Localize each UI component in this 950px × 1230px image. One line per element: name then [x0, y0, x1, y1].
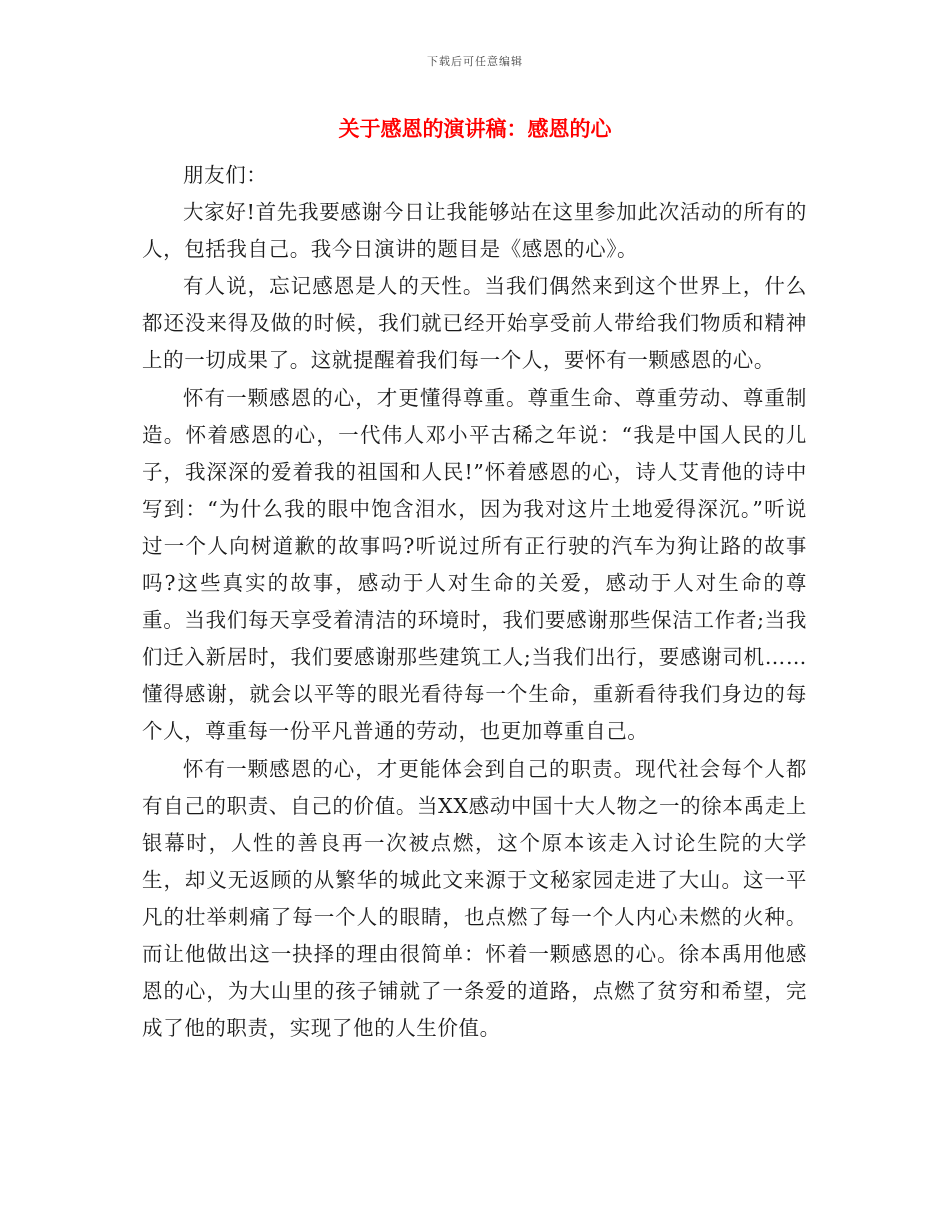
body-paragraph-1: 大家好!首先我要感谢今日让我能够站在这里参加此次活动的所有的人，包括我自己。我今日演讲的题目是《感恩的心》。: [142, 200, 807, 262]
document-body: [142, 157, 807, 1047]
body-paragraph-4: 怀有一颗感恩的心，才更能体会到自己的职责。现代社会每个人都有自己的职责、自己的价值。当XX感动中国十大人物之一的徐本禹走上银幕时，人性的善良再一次被点燃，这个原本该走入讨论生院的大学生，却义无返顾的从繁华的城此文来源于文秘家园走进了大山。这一平凡的壮举刺痛了每一个人的眼睛，也点燃了每一个人内心未燃的火种。而让他做出这一抉择的理由很简单：怀着一颗感恩的心。徐本禹用他感恩的心，为大山里的孩子铺就了一条爱的道路，点燃了贫穷和希望，完成了他的职责，实现了他的人生价值。: [142, 756, 807, 1041]
header-note: 下载后可任意编辑: [427, 55, 523, 68]
document-title: 关于感恩的演讲稿：感恩的心: [338, 117, 612, 141]
body-paragraph-2: 有人说，忘记感恩是人的天性。当我们偶然来到这个世界上，什么都还没来得及做的时候，我们就已经开始享受前人带给我们物质和精神上的一切成果了。这就提醒着我们每一个人，要怀有一颗感恩的心。: [142, 274, 807, 373]
salutation-paragraph: 朋友们：: [183, 163, 268, 187]
body-paragraph-3: 怀有一颗感恩的心，才更懂得尊重。尊重生命、尊重劳动、尊重制造。怀着感恩的心，一代伟人邓小平古稀之年说：“我是中国人民的儿子，我深深的爱着我的祖国和人民!”怀着感恩的心，诗人艾青他的诗中写到：“为什么我的眼中饱含泪水，因为我对这片土地爱得深沉。”听说过一个人向树道歉的故事吗?听说过所有正行驶的汽车为狗让路的故事吗?这些真实的故事，感动于人对生命的关爱，感动于人对生命的尊重。当我们每天享受着清洁的环境时，我们要感谢那些保洁工作者;当我们迁入新居时，我们要感谢那些建筑工人;当我们出行，要感谢司机……懂得感谢，就会以平等的眼光看待每一个生命，重新看待我们身边的每个人，尊重每一份平凡普通的劳动，也更加尊重自己。: [142, 385, 807, 744]
